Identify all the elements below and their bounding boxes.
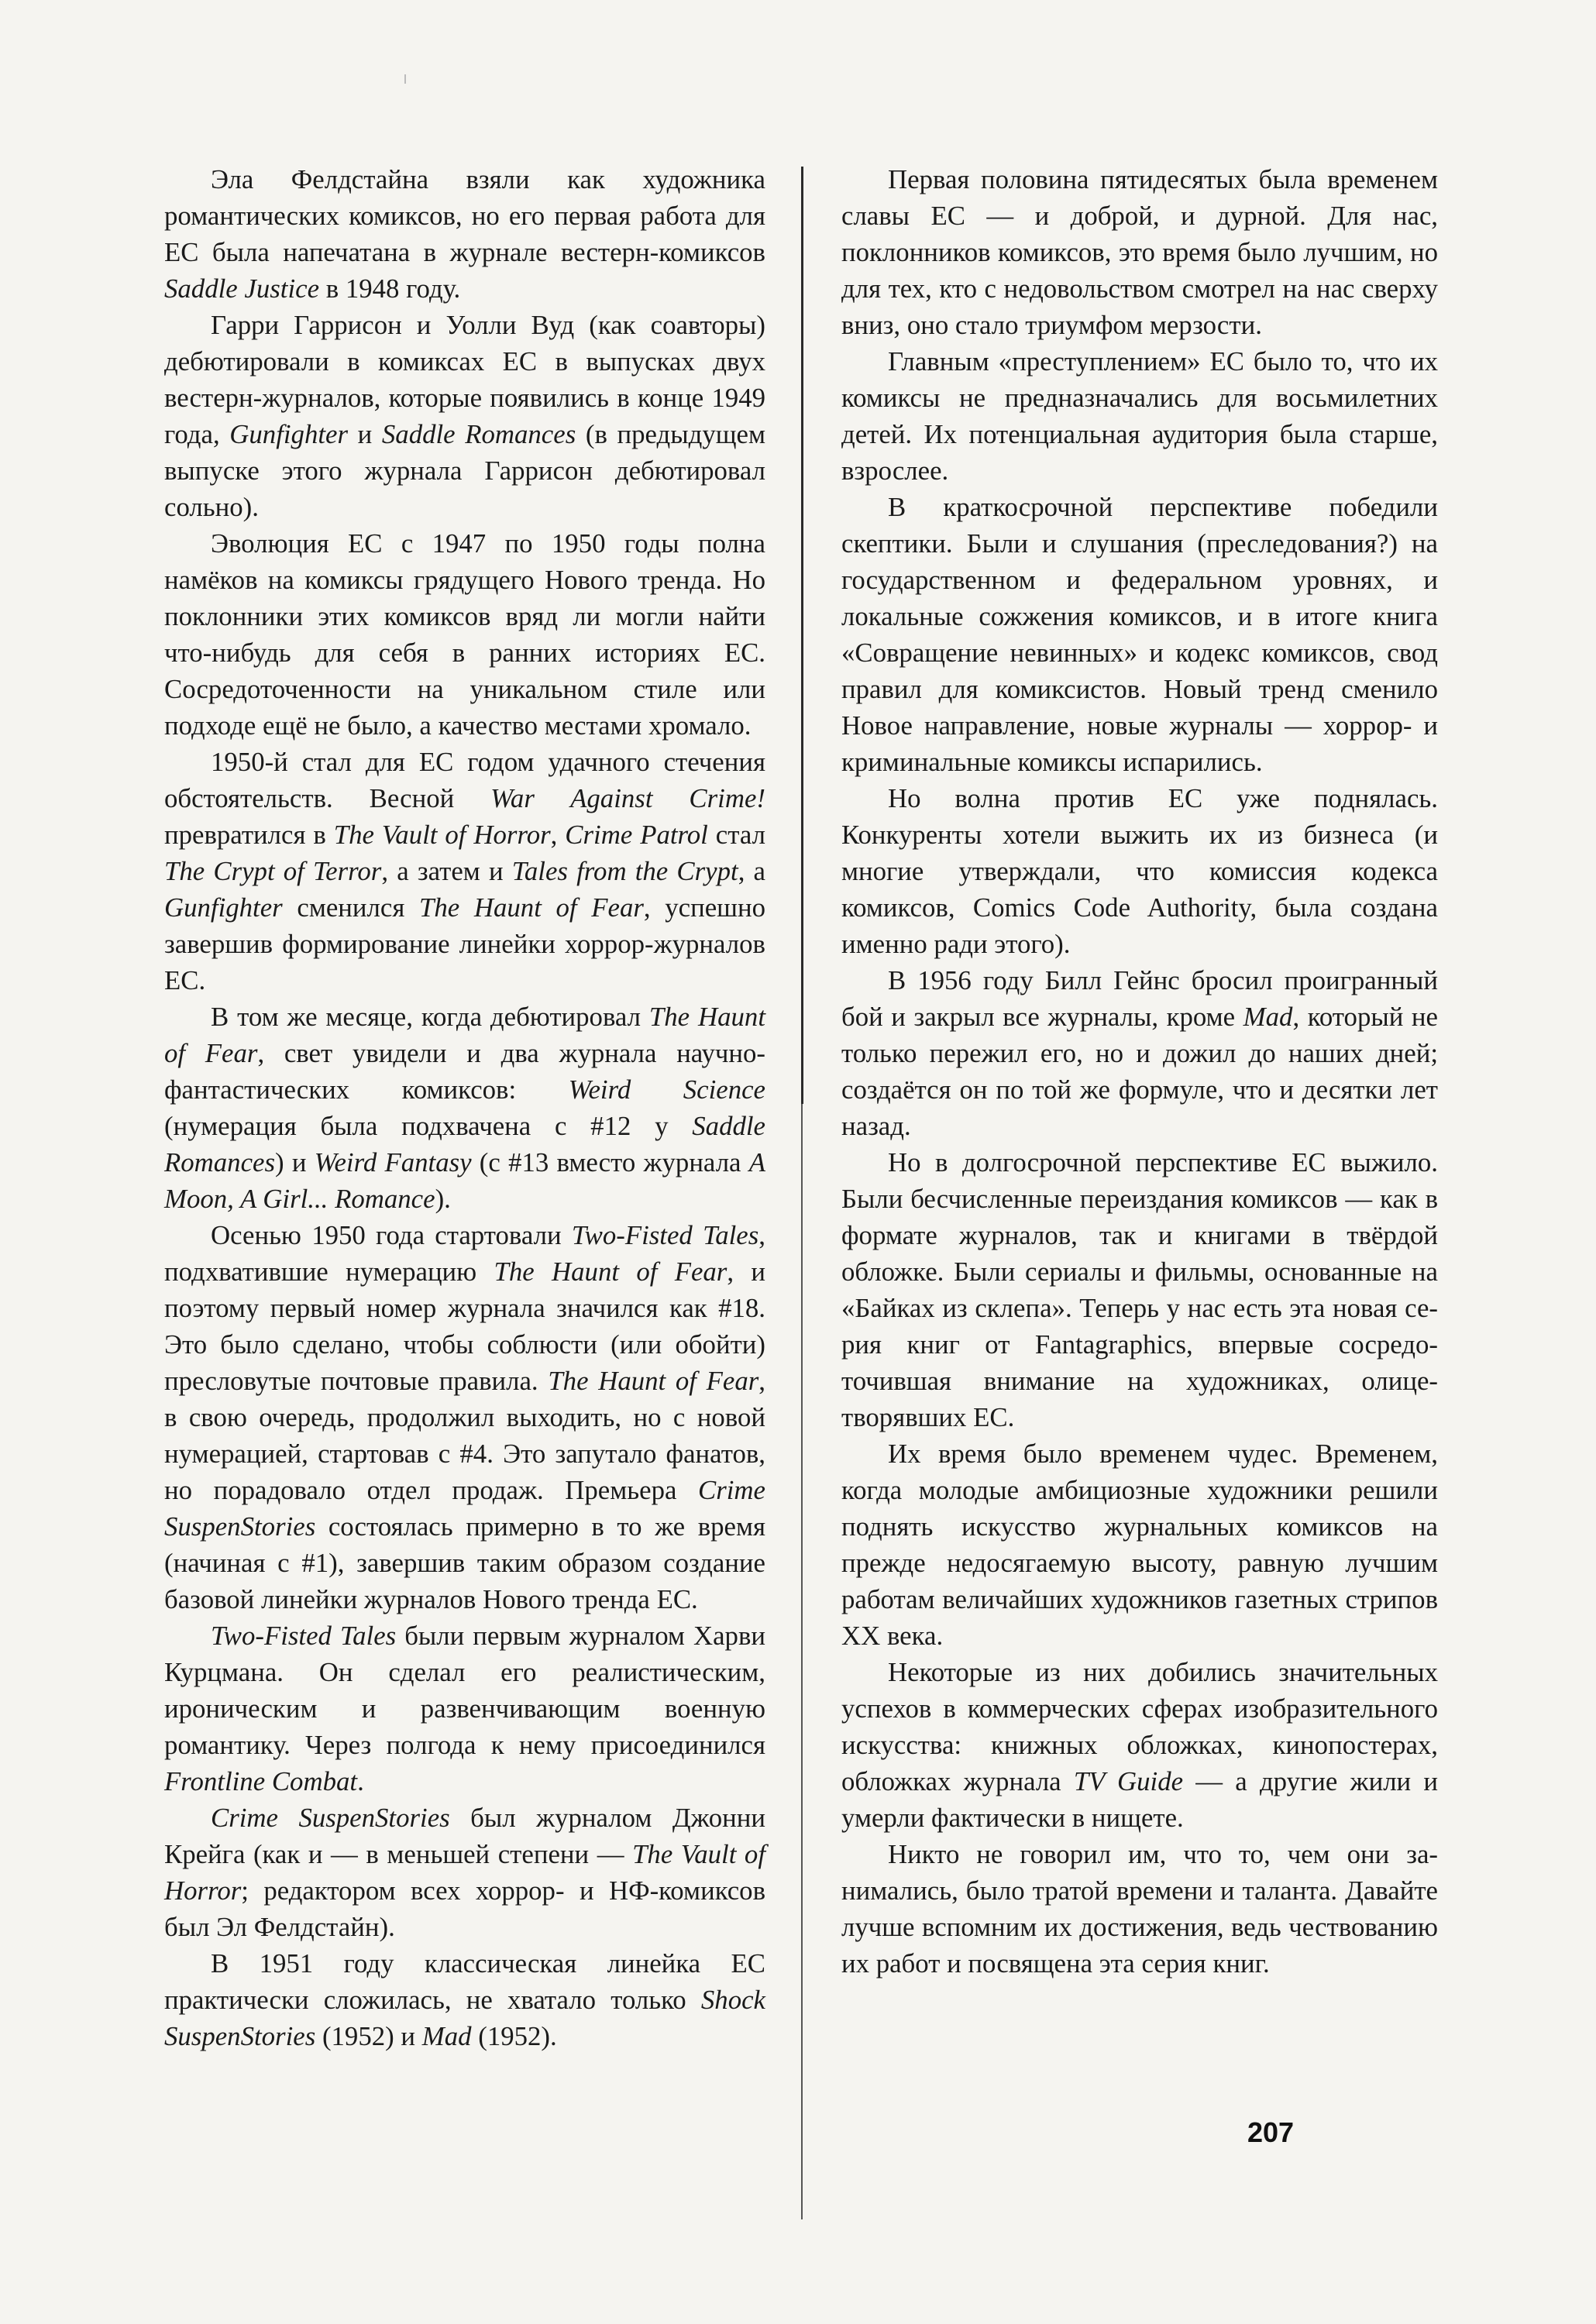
column-divider-lower	[801, 1104, 803, 2219]
left-text-column	[164, 161, 765, 2054]
paragraph: Но волна против EC уже поднялась. Конкуренты хотели выжить их из бизнеса (и многие утверждали, что комиссия кодекса комиксов, Comics Code Authority, была создана именно ради этого).	[841, 783, 1438, 959]
paragraph: В том же месяце, когда дебютировал The Haunt of Fear, свет увидели и два журнала научно-фантастических комиксов: Weird Science (нумерация была подхвачена с #12 у Saddle Romances) и Weird Fantasy (с #13 вместо журнала A Moon, A Girl... Romance).	[164, 1002, 765, 1214]
paragraph: Two-Fisted Tales были первым журналом Харви Курцмана. Он сделал его реалистическим, ироническим и развенчивающим военную романтику. Через полгода к нему присоединился Frontline Combat.	[164, 1621, 766, 1796]
paragraph: Осенью 1950 года стартовали Two-Fisted Tales, подхватившие нумерацию The Haunt of Fear, и поэтому первый номер журнала значился как #18. Это было сделано, чтобы соблюсти (или обойти) пресловутые почтовые правила. The Haunt of Fear, в свою очередь, продолжил выходить, но с новой нумерацией, стартовав с #4. Это запутало фанатов, но порадовало отдел продаж. Премьера Crime SuspenStories состоялась примерно в то же время (начиная с #1), завершив таким образом создание базовой линейки журналов Нового тренда EC.	[164, 1220, 765, 1614]
paragraph: Их время было временем чудес. Временем, когда молодые амбициозные художники решили поднять искусство журнальных комиксов на прежде недосягаемую высоту, равную лучшим работам величайших художников газетных стрипов XX века.	[841, 1439, 1438, 1651]
scan-speck	[404, 74, 406, 84]
page-number: 207	[1247, 2116, 1295, 2148]
paragraph: Эволюция EC с 1947 по 1950 годы полна намёков на комиксы грядущего Нового тренда. Но поклонники этих комиксов вряд ли могли найти что-нибудь для себя в ранних историях EC. Сосредоточенности на уникальном стиле или подходе ещё не было, а качество местами хромало.	[164, 528, 765, 741]
paragraph: Никто не говорил им, что то, чем они занимались, было тратой времени и таланта. Давайте лучше вспомним их достижения, ведь чествованию их работ и посвящена эта серия книг.	[841, 1839, 1438, 1978]
paragraph: В 1956 году Билл Гейнс бросил проигранный бой и закрыл все журналы, кроме Mad, который не только пережил его, но и дожил до наших дней; создаётся он по той же формуле, что и десятки лет назад.	[841, 965, 1438, 1141]
paragraph: Гарри Гаррисон и Уолли Вуд (как соавторы) дебютировали в комиксах EC в выпусках двух вестерн-журналов, которые появились в конце 1949 года, Gunfighter и Saddle Romances (в предыдущем выпуске этого журнала Гаррисон дебютировал сольно).	[164, 310, 765, 522]
paragraph: Главным «преступлением» EC было то, что их комиксы не предназначались для восьмилетних детей. Их потенциальная аудитория была старше, взрослее.	[841, 346, 1438, 486]
paragraph: В краткосрочной перспективе победили скептики. Были и слушания (преследования?) на государственном и федеральном уровнях, и локальные сожжения комиксов, и в итоге книга «Совращение невинных» и кодекс комиксов, свод правил для комиксистов. Новый тренд сменило Новое направление, новые журналы — хоррор- и криминальные комиксы испарились.	[841, 492, 1438, 777]
paragraph: 1950-й стал для EC годом удачного стечения обстоятельств. Весной War Against Crime! превратился в The Vault of Horror, Crime Patrol стал The Crypt of Terror, а затем и Tales from the Crypt, а Gunfighter сменился The Haunt of Fear, успешно завершив формирование линейки хоррор-журналов EC.	[164, 747, 765, 995]
paragraph: Эла Фелдстайна взяли как художника романтических комиксов, но его первая работа для EC была напечатана в журнале вестерн-комиксов Saddle Justice в 1948 году.	[164, 164, 765, 304]
paragraph: Но в долгосрочной перспективе EC выжило. Были бесчисленные переиздания комиксов — как в формате журналов, так и книгами в твёрдой обложке. Были сериалы и фильмы, основанные на «Байках из склепа». Теперь у нас есть эта новая серия книг от Fantagraphics, впервые сосредоточившая внимание на художниках, олицетворявших EC.	[841, 1147, 1438, 1432]
column-divider	[801, 167, 803, 1104]
right-text-column	[841, 161, 1438, 1982]
paragraph: Первая половина пятидесятых была временем славы EC — и доброй, и дурной. Для нас, поклонников комиксов, это время было лучшим, но для тех, кто с недовольством смотрел на нас сверху вниз, оно стало триумфом мерзости.	[841, 164, 1438, 340]
paragraph: В 1951 году классическая линейка EC практически сложилась, не хватало только Shock SuspenStories (1952) и Mad (1952).	[164, 1948, 765, 2051]
paragraph: Crime SuspenStories был журналом Джонни Крейга (как и — в меньшей степени — The Vault of Horror; редактором всех хоррор- и НФ-комиксов был Эл Фелдстайн).	[164, 1803, 765, 1942]
paragraph: Некоторые из них добились значительных успехов в коммерческих сферах изобразительного искусства: книжных обложках, кинопостерах, обложках журнала TV Guide — а другие жили и умерли фактически в нищете.	[841, 1657, 1439, 1833]
